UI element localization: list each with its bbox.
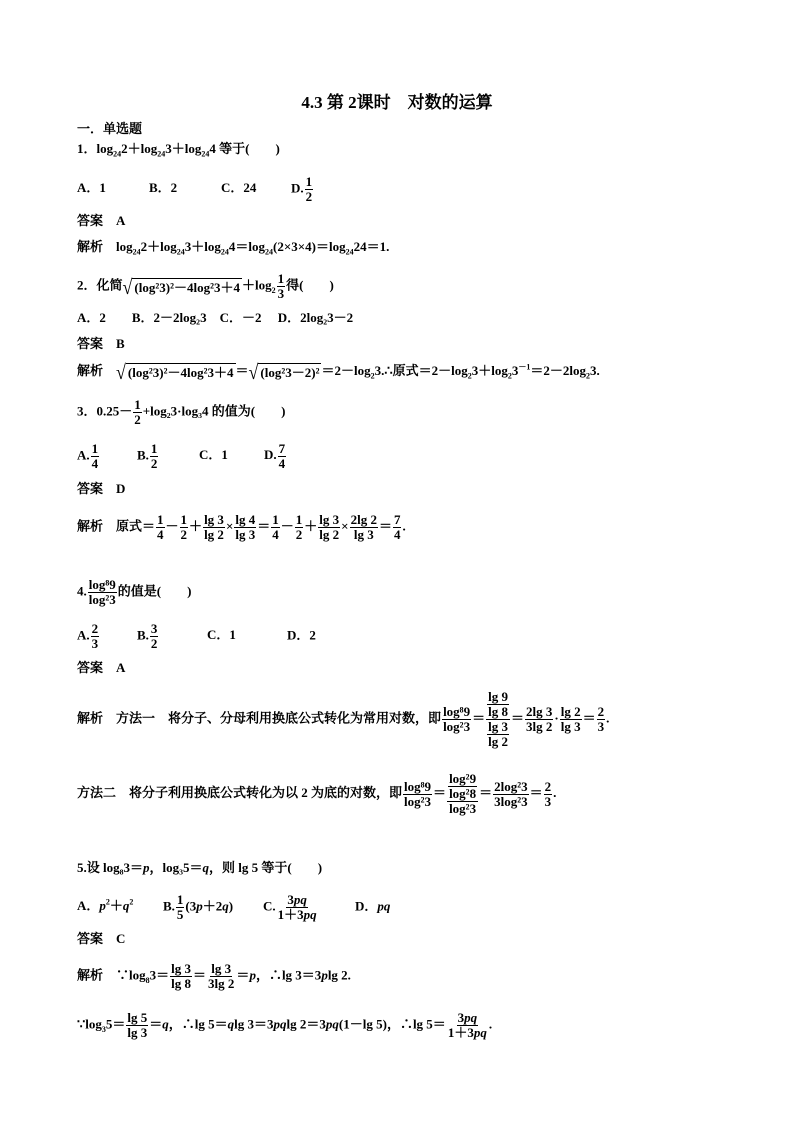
page-title: 4.3 第 2课时 对数的运算 (301, 93, 493, 112)
question-4: 4. $\frac{\text{log⁸9}}{\text{log²3}}$ 的值是( ) (77, 577, 192, 607)
question-2-options: A．2 B．2－2log₂3 C．－2 D．2log₂3－2 (77, 310, 354, 325)
question-3: 3．0.25－ $\frac{1}{2}$ +log₂3·log₃4 的值为( ) (77, 397, 286, 427)
analysis-1: 解析 $\log_{24}2+\log_{24}3+\log_{24}4=\log_{24}(2\times 3\times 4)=\log_{24}24=1$. (77, 239, 390, 257)
question-4-options: A. $\frac{2}{3}$ B. $\frac{3}{2}$ C．1 D．2 (77, 621, 316, 651)
answer-1: 答案 A (77, 213, 126, 228)
analysis-5-line-2: $\because\log_35=$ $\frac{\lg 5}{\lg 3}$ ＝q，∴lg 5＝qlg 3＝3pqlg 2＝3pq(1－lg 5)，∴lg 5＝ $\frac{3pq}{1+3pq}$ . (77, 1010, 493, 1040)
answer-5: 答案 C (77, 931, 126, 946)
analysis-5-line-1: 解析 $\because\log_83=$ $\frac{\lg 3}{\lg 8}$ ＝ $\frac{\lg 3}{3\lg 2}$ ＝p，∴lg 3＝3plg 2. (77, 961, 351, 991)
answer-2: 答案 B (77, 336, 125, 351)
answer-3: 答案 D (77, 481, 126, 496)
question-5: 5.设 log₈3＝p，log₃5＝q，则 lg 5 等于( ) (77, 860, 323, 875)
question-2: 2．化简√ $(\log^23)^2-4\log^23+4 +\log_2$ $\frac{1}{3}$ 得( ) (77, 271, 334, 301)
question-1: 1．$\log_{24}2+\log_{24}3+\log_{24}4$ 等于( ) (77, 141, 280, 159)
question-3-options: A. $\frac{1}{4}$ B. $\frac{1}{2}$ C．1 D. $\frac{7}{4}$ (77, 441, 286, 471)
section-heading: 一．单选题 (77, 121, 143, 136)
question-5-options: A．$p^2+q^2$ B. $\frac{1}{5}$ (3p＋2q) C. $\frac{3pq}{1+3pq}$ D．pq (77, 892, 391, 922)
analysis-4-method-2: 方法二 将分子利用换底公式转化为以 2 为底的对数，即 $\frac{\text{log⁸9}}{\text{log²3}}$ ＝ $\frac{\frac{\text{log²9}}{\text{log²8}}}{\text{log²3}}$ ＝ $\frac{\text{2log²3}}{\text{3log²3}}$ ＝ $\frac{2}{3}$ . (77, 771, 557, 816)
analysis-3: 解析 原式＝ $\frac{1}{4}$ － $\frac{1}{2}$ ＋ $\frac{\lg 3}{\lg 2}$ × $\frac{\lg 4}{\lg 3}$ ＝ $\frac{1}{4}$ － $\frac{1}{2}$ ＋ $\frac{\lg 3}{\lg 2}$ × $\frac{2\lg 2}{\lg 3}$ ＝ $\frac{7}{4}$ . (77, 512, 406, 542)
analysis-2: 解析 √ (log²3)²－4log²3＋4 ＝√ $(\log^23-2)^2 =2-\log_23.\therefore$原式$=2-\log_23+\log_23^{-1}=2-2\log_23$. (77, 360, 600, 384)
analysis-4-method-1: 解析 方法一 将分子、分母利用换底公式转化为常用对数，即 $\frac{\text{log⁸9}}{\text{log²3}}$ ＝ $\frac{\frac{\lg 9}{\lg 8}}{\frac{\lg 3}{\lg 2}}$ ＝ $\frac{2\lg 3}{3\lg 2}$ · $\frac{\lg 2}{\lg 3}$ ＝ $\frac{2}{3}$ . (77, 689, 610, 749)
question-1-options: A．1 B．2 C．24 D. $\frac{1}{2}$ (77, 174, 313, 204)
answer-4: 答案 A (77, 660, 126, 675)
